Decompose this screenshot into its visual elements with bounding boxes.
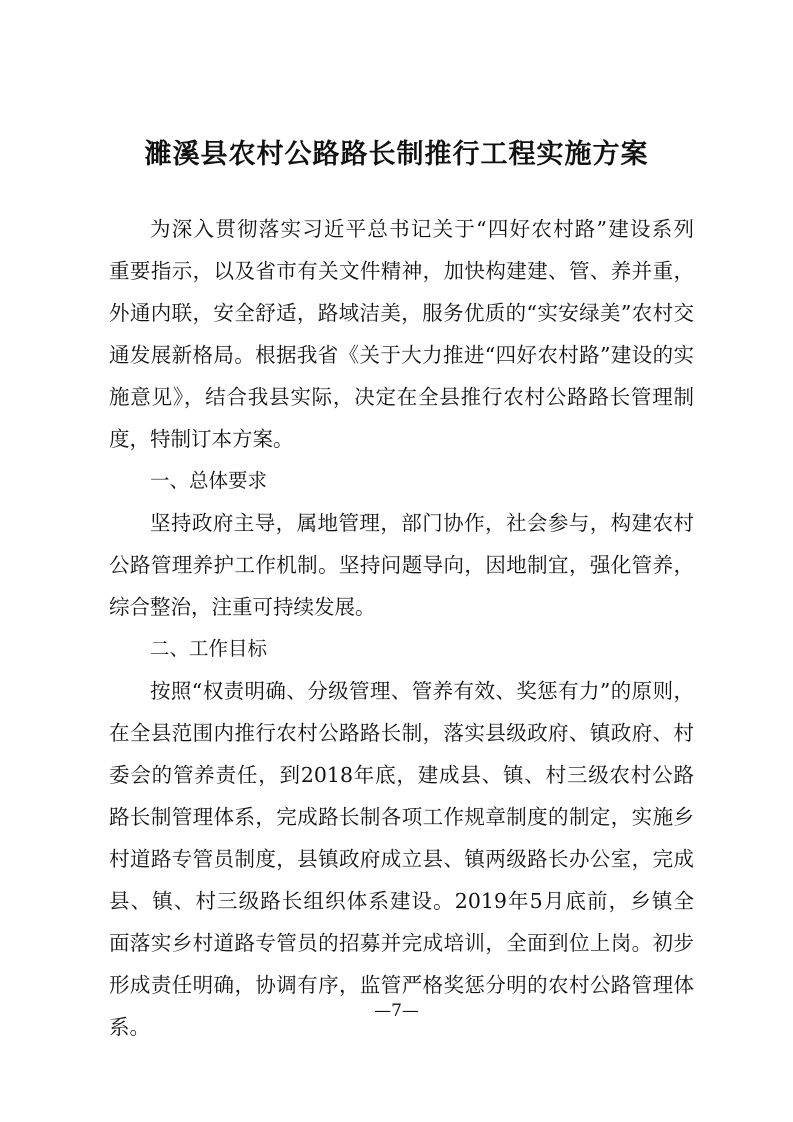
- paragraph-intro-line-5: 施意见》，结合我县实际，决定在全县推行农村公路路长管理制: [109, 385, 694, 409]
- paragraph-intro-line-1: 为深入贯彻落实习近平总书记关于“四好农村路”建设系列: [150, 217, 694, 241]
- document-title: 濉溪县农村公路路长制推行工程实施方案: [144, 139, 649, 170]
- paragraph-requirements-line-2: 公路管理养护工作机制。坚持问题导向，因地制宜，强化管养，: [109, 553, 694, 577]
- paragraph-goals-line-6: 县、镇、村三级路长组织体系建设。2019年5月底前，乡镇全: [109, 889, 694, 913]
- section-heading-general-requirements: 一、总体要求: [150, 469, 268, 492]
- paragraph-goals-line-8: 形成责任明确，协调有序，监管严格奖惩分明的农村公路管理体: [109, 973, 694, 997]
- document-body: [109, 208, 694, 1048]
- paragraph-requirements-line-3: 综合整治，注重可持续发展。: [109, 595, 376, 619]
- paragraph-requirements-line-1: 坚持政府主导，属地管理，部门协作，社会参与，构建农村: [150, 511, 694, 535]
- paragraph-intro-line-2: 重要指示，以及省市有关文件精神，加快构建建、管、养并重，: [109, 259, 694, 283]
- page-number: —7—: [374, 1001, 419, 1021]
- paragraph-goals-line-5: 村道路专管员制度，县镇政府成立县、镇两级路长办公室，完成: [109, 847, 694, 871]
- paragraph-goals-line-7: 面落实乡村道路专管员的招募并完成培训，全面到位上岗。初步: [109, 931, 694, 955]
- paragraph-intro-line-4: 通发展新格局。根据我省《关于大力推进“四好农村路”建设的实: [109, 343, 694, 367]
- section-heading-work-goals: 二、工作目标: [150, 637, 268, 660]
- paragraph-goals-line-3: 委会的管养责任，到2018年底，建成县、镇、村三级农村公路: [109, 763, 694, 787]
- paragraph-goals-line-2: 在全县范围内推行农村公路路长制，落实县级政府、镇政府、村: [109, 721, 694, 745]
- paragraph-goals-line-1: 按照“权责明确、分级管理、管养有效、奖惩有力”的原则，: [150, 679, 694, 703]
- paragraph-goals-line-4: 路长制管理体系，完成路长制各项工作规章制度的制定，实施乡: [109, 805, 694, 829]
- paragraph-goals-line-9: 系。: [109, 1015, 150, 1039]
- paragraph-intro-line-3: 外通内联，安全舒适，路域洁美，服务优质的“实安绿美”农村交: [109, 301, 694, 325]
- paragraph-intro-line-6: 度，特制订本方案。: [109, 427, 294, 451]
